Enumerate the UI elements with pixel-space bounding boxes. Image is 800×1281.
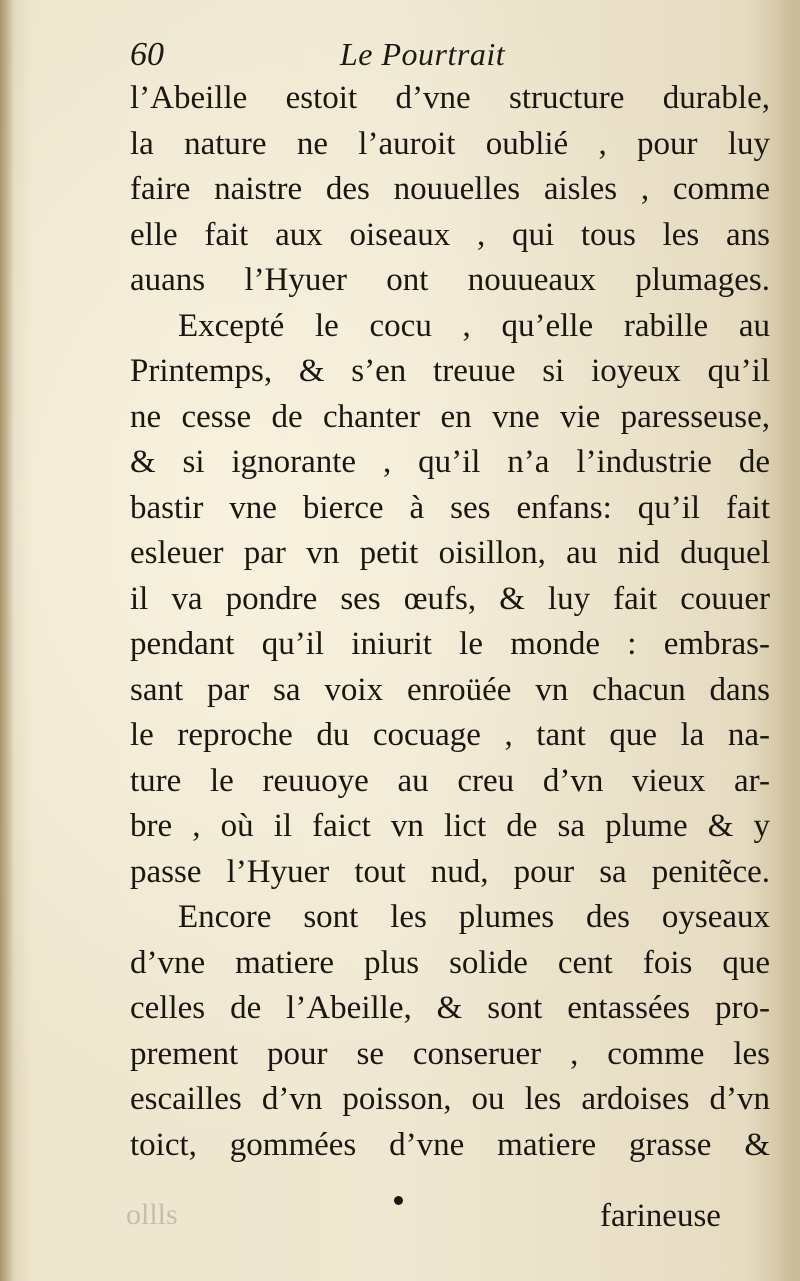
text-line: bre , où il faict vn lict de sa plume & y <box>130 808 770 844</box>
text-line: bastir vne bierce à ses enfans: qu’il fait <box>130 489 770 526</box>
catchword: farineuse <box>600 1198 721 1234</box>
page-edge <box>778 0 800 1281</box>
text-line: celles de l’Abeille, & sont entassées pro- <box>130 990 770 1026</box>
ink-dot <box>394 1196 403 1205</box>
text-line: le reproche du cocuage , tant que la na- <box>130 717 770 753</box>
text-line: esleuer par vn petit oisillon, au nid duquel <box>130 535 770 571</box>
text-line: pendant qu’il iniurit le monde : embras- <box>130 626 770 662</box>
text-line: Excepté le cocu , qu’elle rabille au <box>178 307 770 344</box>
text-line: d’vne matiere plus solide cent fois que <box>130 944 770 981</box>
text-line: prement pour se conseruer , comme les <box>130 1035 770 1072</box>
page-gutter <box>0 0 14 1281</box>
text-line: Encore sont les plumes des oyseaux <box>178 899 770 935</box>
text-line: toict, gommées d’vne matiere grasse & <box>130 1126 770 1163</box>
text-line: elle fait aux oiseaux , qui tous les ans <box>130 216 770 253</box>
text-line: ne cesse de chanter en vne vie paresseuse, <box>130 398 770 435</box>
text-line: escailles d’vn poisson, ou les ardoises d’vn <box>130 1081 770 1117</box>
text-line: & si ignorante , qu’il n’a l’industrie de <box>130 444 770 480</box>
body-text <box>130 76 770 1168</box>
bleed-through-text: ollls <box>126 1198 178 1231</box>
text-line: faire naistre des nouuelles aisles , comme <box>130 171 770 207</box>
text-line: il va pondre ses œufs, & luy fait couuer <box>130 580 770 617</box>
text-line: ture le reuuoye au creu d’vn vieux ar- <box>130 762 770 799</box>
text-line: auans l’Hyuer ont nouueaux plumages. <box>130 262 770 298</box>
text-line: sant par sa voix enroüée vn chacun dans <box>130 671 770 708</box>
running-title: Le Pourtrait <box>340 36 506 72</box>
text-line: passe l’Hyuer tout nud, pour sa penitẽce. <box>130 853 770 890</box>
text-line: Printemps, & s’en treuue si ioyeux qu’il <box>130 353 770 389</box>
running-head <box>130 36 590 80</box>
text-line: l’Abeille estoit d’vne structure durable, <box>130 80 770 116</box>
page-number: 60 <box>130 36 164 73</box>
text-line: la nature ne l’auroit oublié , pour luy <box>130 125 770 162</box>
